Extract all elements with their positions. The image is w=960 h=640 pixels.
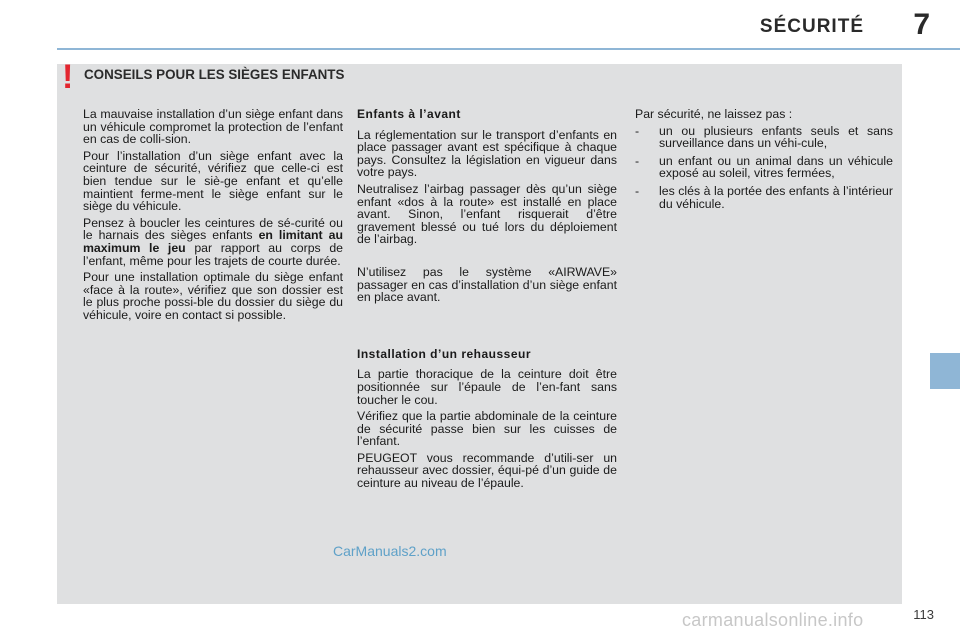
- list-item: - les clés à la portée des enfants à l’intérieur du véhicule.: [635, 185, 893, 210]
- col2-paragraph-1: La réglementation sur le transport d’enfants en place passager avant est spécifique à chaque pays. Consultez la législation en vigueur dans votre pays.: [357, 127, 617, 180]
- column-1: [83, 108, 343, 326]
- col2-paragraph-2: Neutralisez l’airbag passager dès qu’un siège enfant «dos à la route» est installé en place avant. Sinon, l’enfant risquerait d’être gravement blessé ou tué lors du déploiement de l’airbag.: [357, 181, 617, 247]
- page-number: 113: [913, 607, 934, 622]
- heading-children-front: Enfants à l’avant: [357, 107, 461, 121]
- watermark-carmanuals2: CarManuals2.com: [333, 543, 447, 559]
- warning-exclamation-icon: !: [62, 58, 74, 96]
- col1-p3-end: par rapport au corps de l’enfant, même pour les trajets de courte durée.: [83, 240, 343, 268]
- col2-paragraph-4: La partie thoracique de la ceinture doit être positionnée sur l’épaule de l’en-fant sans toucher le cou.: [357, 367, 617, 407]
- col1-paragraph-2: Pour l’installation d’un siège enfant avec la ceinture de sécurité, vérifiez que celle-ci est bien tendue sur le siè-ge enfant et qu’elle maintient ferme-ment le siège enfant sur le siège du véhicule.: [83, 148, 343, 214]
- watermark-carmanualsonline: carmanualsonline.info: [682, 610, 864, 630]
- safety-list: [635, 125, 893, 211]
- column-3: [635, 108, 893, 215]
- col1-paragraph-3: [83, 217, 343, 267]
- chapter-title: SÉCURITÉ: [759, 16, 864, 37]
- col1-p3-emphasis: en limitant au maximum le jeu: [83, 228, 343, 255]
- section-title: CONSEILS POUR LES SIÈGES ENFANTS: [84, 67, 345, 82]
- header-divider: [57, 48, 960, 50]
- list-item: - un enfant ou un animal dans un véhicule exposé au soleil, vitres fermées,: [635, 155, 893, 180]
- list-item: - un ou plusieurs enfants seuls et sans surveillance dans un véhi-cule,: [635, 125, 893, 150]
- chapter-side-tab: [930, 353, 960, 389]
- heading-booster-seat: Installation d’un rehausseur: [357, 346, 532, 361]
- col2-paragraph-3: N’utilisez pas le système «AIRWAVE» passager en cas d’installation d’un siège enfant en place avant.: [357, 264, 617, 305]
- col1-paragraph-1: La mauvaise installation d’un siège enfant dans un véhicule compromet la protection de l’enfant en cas de colli-sion.: [83, 107, 343, 147]
- col1-paragraph-4: Pour une installation optimale du siège enfant «face à la route», vérifiez que son dossier est le plus proche possi-ble du dossier du siège du véhicule, voire en contact si possible.: [83, 270, 343, 322]
- column-2: [357, 108, 617, 494]
- col2-paragraph-6: PEUGEOT vous recommande d’utili-ser un rehausseur avec dossier, équi-pé d’un guide de ceinture au niveau de l’épaule.: [357, 450, 617, 491]
- col1-p3-start: Pensez à boucler les ceintures de sé-curité ou le harnais des sièges enfants: [83, 215, 343, 243]
- col3-intro: Par sécurité, ne laissez pas :: [635, 107, 793, 121]
- chapter-number: 7: [913, 8, 930, 41]
- col2-paragraph-5: Vérifiez que la partie abdominale de la ceinture de sécurité passe bien sur les cuisses de l’enfant.: [357, 409, 617, 449]
